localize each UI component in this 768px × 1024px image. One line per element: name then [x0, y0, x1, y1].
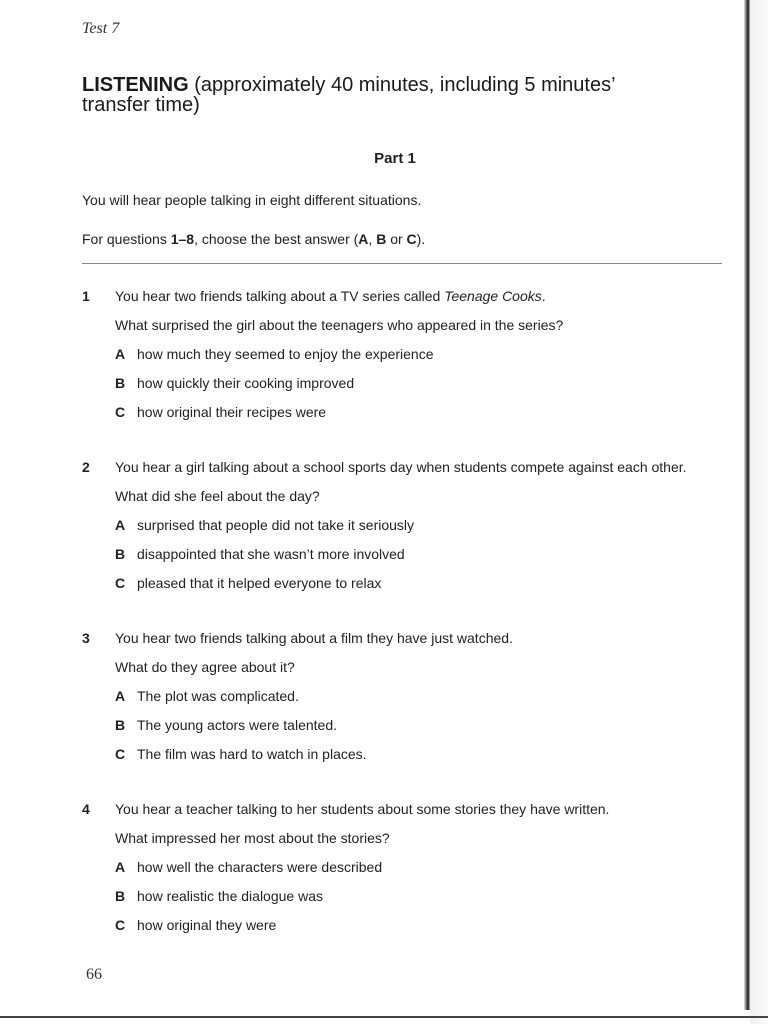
answer-option-a[interactable]: [82, 688, 732, 717]
question-context: You hear a girl talking about a school sports day when students compete against each other.: [115, 459, 687, 475]
section-heading-rest: (approximately 40 minutes, including 5 minutes’ transfer time): [82, 74, 615, 116]
answer-option-b[interactable]: [82, 546, 732, 575]
question-2: [82, 459, 732, 604]
instructions-pre: For questions: [82, 231, 171, 247]
answer-option-a[interactable]: [82, 517, 732, 546]
question-context: [115, 288, 546, 304]
question-context-post: .: [541, 288, 546, 304]
question-context-line: [82, 288, 732, 317]
option-text: pleased that it helped everyone to relax: [137, 575, 382, 591]
answer-option-b[interactable]: [82, 888, 732, 917]
question-number: 2: [82, 459, 90, 475]
option-text: how well the characters were described: [137, 859, 383, 875]
instructions-range: 1–8: [170, 231, 195, 247]
option-text: The young actors were talented.: [137, 717, 338, 733]
answer-option-c[interactable]: [82, 917, 732, 946]
series-title: Teenage Cooks: [444, 288, 542, 304]
question-context-line: [82, 801, 732, 830]
test-label: Test 7: [82, 20, 120, 37]
option-text: how much they seemed to enjoy the experience: [137, 346, 434, 362]
option-text: surprised that people did not take it seriously: [137, 517, 415, 533]
answer-option-c[interactable]: [82, 404, 732, 433]
option-text: how original their recipes were: [137, 404, 327, 420]
instructions-or: or: [386, 231, 407, 247]
option-letter: A: [115, 859, 126, 875]
option-text: how original they were: [137, 917, 277, 933]
instructions-line-1: You will hear people talking in eight different situations.: [82, 192, 422, 208]
question-prompt-line: [82, 317, 732, 346]
question-prompt-line: [82, 659, 732, 688]
option-letter: A: [115, 688, 126, 704]
option-letter: C: [115, 575, 126, 591]
section-heading: [82, 75, 682, 115]
instructions-option-c: C: [406, 231, 417, 247]
question-context-line: [82, 630, 732, 659]
option-text: how quickly their cooking improved: [137, 375, 355, 391]
option-letter: B: [115, 888, 126, 904]
instructions-mid: , choose the best answer (: [194, 231, 359, 247]
question-prompt: What impressed her most about the stories?: [115, 830, 390, 846]
answer-option-b[interactable]: [82, 375, 732, 404]
page-bottom-edge: [0, 1016, 768, 1018]
page-number: 66: [86, 966, 102, 983]
option-letter: C: [115, 404, 126, 420]
question-prompt: What do they agree about it?: [115, 659, 295, 675]
question-prompt-line: [82, 488, 732, 517]
divider-rule: [82, 263, 722, 264]
question-prompt: What did she feel about the day?: [115, 488, 320, 504]
option-letter: B: [115, 717, 126, 733]
option-text: disappointed that she wasn’t more involved: [137, 546, 405, 562]
option-text: The plot was complicated.: [137, 688, 299, 704]
part-title: Part 1: [374, 150, 416, 167]
question-context: You hear a teacher talking to her students about some stories they have written.: [115, 801, 610, 817]
question-3: [82, 630, 732, 775]
question-number: 4: [82, 801, 90, 817]
answer-option-a[interactable]: [82, 346, 732, 375]
instructions-option-a: A: [358, 231, 369, 247]
instructions-option-b: B: [376, 231, 387, 247]
option-letter: C: [115, 746, 126, 762]
option-letter: B: [115, 375, 126, 391]
option-letter: A: [115, 517, 126, 533]
option-text: The film was hard to watch in places.: [137, 746, 367, 762]
question-prompt: What surprised the girl about the teenagers who appeared in the series?: [115, 317, 564, 333]
question-number: 3: [82, 630, 90, 646]
option-text: how realistic the dialogue was: [137, 888, 323, 904]
question-prompt-line: [82, 830, 732, 859]
question-4: [82, 801, 732, 946]
section-heading-strong: LISTENING: [82, 74, 189, 96]
option-letter: B: [115, 546, 126, 562]
question-context-pre: You hear two friends talking about a TV series called: [115, 288, 445, 304]
question-context: You hear two friends talking about a film they have just watched.: [115, 630, 513, 646]
instructions-line-2: [82, 231, 425, 247]
question-1: [82, 288, 732, 433]
answer-option-c[interactable]: [82, 575, 732, 604]
answer-option-a[interactable]: [82, 859, 732, 888]
question-number: 1: [82, 288, 90, 304]
instructions-sep: ,: [368, 231, 377, 247]
answer-option-b[interactable]: [82, 717, 732, 746]
instructions-end: ).: [416, 231, 426, 247]
option-letter: C: [115, 917, 126, 933]
question-context-line: [82, 459, 732, 488]
answer-option-c[interactable]: [82, 746, 732, 775]
option-letter: A: [115, 346, 126, 362]
